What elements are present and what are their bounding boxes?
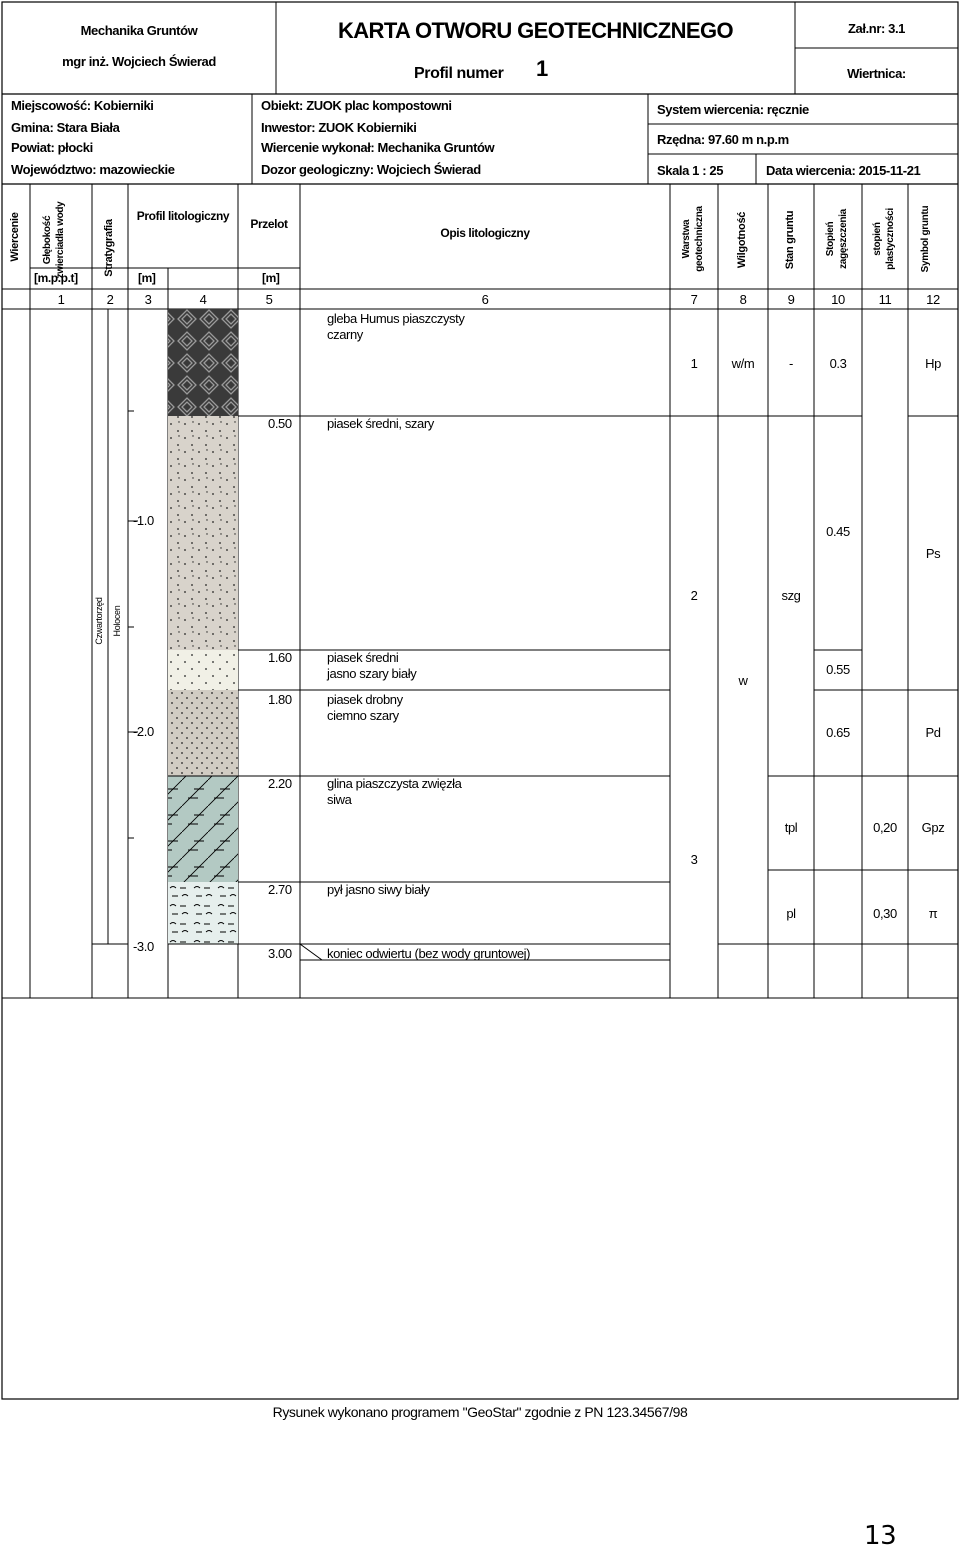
litho-clay [168, 776, 238, 882]
col-number-4: 4 [199, 292, 207, 307]
col-number-3: 3 [144, 292, 152, 307]
geotech-layer: 2 [690, 588, 698, 603]
depth-tick-3: -3.0 [133, 939, 154, 954]
col-header-warstwa-text: Warstwa geotechniczna [681, 206, 705, 272]
col-number-8: 8 [739, 292, 747, 307]
soil-state: pl [786, 906, 796, 921]
layer-description: piasek średni, szary [327, 416, 434, 431]
col-number-12: 12 [926, 292, 940, 307]
layer-depth: 3.00 [268, 946, 292, 961]
litho-humus [168, 309, 238, 416]
compaction-degree: 0.3 [829, 356, 847, 371]
layer-depth: 0.50 [268, 416, 292, 431]
layer-depth: 1.60 [268, 650, 292, 665]
col-header-glebokosc-text: Głębokość zwierciadła wody [42, 201, 66, 279]
info-rzedna: Rzędna: 97.60 m n.p.m [657, 132, 789, 147]
soil-symbol: π [928, 906, 938, 921]
col-header-wilgotnosc: Wilgotność [736, 211, 748, 269]
page-title: KARTA OTWORU GEOTECHNICZNEGO [337, 18, 734, 43]
profile-number: 1 [536, 56, 548, 81]
soil-state: tpl [784, 820, 798, 835]
col-header-symbol-text: Symbol gruntu [920, 205, 931, 273]
col-header-opis: Opis litologiczny [440, 226, 530, 240]
compaction-degree: 0.55 [826, 662, 850, 677]
layer-description: gleba Humus piaszczysty [327, 311, 465, 326]
col-header-profil [128, 208, 238, 225]
col-unit-profil: [m] [138, 271, 156, 285]
col-header-symbol [919, 199, 947, 279]
attachment-number: Zał.nr: 3.1 [847, 21, 905, 36]
layer-depth: 1.80 [268, 692, 292, 707]
info-wojewodztwo: Województwo: mazowieckie [11, 162, 175, 177]
col-number-10: 10 [831, 292, 845, 307]
author-name: mgr inż. Wojciech Świerad [62, 54, 216, 69]
col-header-stratygrafia: Stratygrafia [103, 219, 115, 277]
soil-symbol: Gpz [921, 820, 945, 835]
plasticity-degree: 0,20 [873, 820, 897, 835]
stratigraphy-epoch: Holocen [112, 605, 122, 637]
soil-state: szg [781, 588, 801, 603]
layer-description: czarny [327, 327, 363, 342]
col-number-1: 1 [57, 292, 65, 307]
moisture: w/m [731, 356, 755, 371]
col-header-plastycznosc-text: stopień plastyczności [872, 208, 896, 270]
col-number-7: 7 [690, 292, 698, 307]
compaction-degree: 0.65 [826, 725, 850, 740]
info-dozor: Dozor geologiczny: Wojciech Świerad [261, 162, 481, 177]
layer-depth: 2.20 [268, 776, 292, 791]
soil-symbol: Pd [925, 725, 941, 740]
col-header-wiercenie: Wiercenie [9, 212, 21, 262]
plasticity-degree: 0,30 [873, 906, 897, 921]
litho-sand-grey [168, 416, 238, 650]
footer-note: Rysunek wykonano programem "GeoStar" zgodnie z PN 123.34567/98 [272, 1404, 688, 1420]
rig-label: Wiertnica: [847, 66, 906, 81]
col-unit-przelot: [m] [262, 271, 280, 285]
col-header-warstwa [680, 199, 708, 279]
info-skala: Skala 1 : 25 [657, 163, 724, 178]
info-data: Data wiercenia: 2015-11-21 [766, 163, 921, 178]
soil-symbol: Hp [925, 356, 941, 371]
col-number-11: 11 [878, 292, 892, 307]
litho-sand-dark [168, 690, 238, 776]
col-header-zageszczenie [824, 199, 852, 279]
layer-description: jasno szary biały [327, 666, 417, 681]
col-number-5: 5 [265, 292, 273, 307]
info-powiat: Powiat: płocki [11, 140, 93, 155]
layer-description: piasek średni [327, 650, 399, 665]
geotech-layer: 3 [690, 852, 698, 867]
info-inwestor: Inwestor: ZUOK Kobierniki [261, 120, 417, 135]
geotech-layer: 1 [690, 356, 698, 371]
info-system: System wiercenia: ręcznie [657, 102, 809, 117]
layer-description: koniec odwiertu (bez wody gruntowej) [327, 946, 531, 961]
soil-state: - [789, 356, 793, 371]
depth-tick-2: -2.0 [133, 724, 154, 739]
col-number-6: 6 [481, 292, 489, 307]
info-obiekt: Obiekt: ZUOK plac kompostowni [261, 98, 452, 113]
depth-tick-1: -1.0 [133, 513, 154, 528]
layer-description: piasek drobny [327, 692, 403, 707]
col-number-2: 2 [106, 292, 114, 307]
soil-symbol: Ps [925, 546, 941, 561]
col-unit-mppt: [m.p.p.t] [34, 271, 78, 285]
company-name: Mechanika Gruntów [80, 23, 198, 38]
info-miejscowosc: Miejscowość: Kobierniki [11, 98, 154, 113]
col-header-plastycznosc [871, 199, 899, 279]
moisture: w [738, 673, 748, 688]
profile-label: Profil numer [414, 65, 504, 82]
info-wiercenie: Wiercenie wykonał: Mechanika Gruntów [261, 140, 495, 155]
litho-sand-light [168, 650, 238, 690]
layer-depth: 2.70 [268, 882, 292, 897]
col-header-przelot: Przelot [250, 217, 288, 231]
compaction-degree: 0.45 [826, 524, 850, 539]
layer-description: ciemno szary [327, 708, 399, 723]
layer-description: siwa [327, 792, 352, 807]
layer-description: glina piaszczysta zwięzła [327, 776, 462, 791]
page-number: 13 [864, 1521, 897, 1551]
col-header-profil-text: Profil litologiczny [136, 209, 230, 223]
litho-silt [168, 882, 238, 944]
info-gmina: Gmina: Stara Biała [11, 120, 120, 135]
layer-description: pył jasno siwy biały [327, 882, 430, 897]
stratigraphy-era: Czwartorzęd [94, 597, 104, 645]
col-header-stan: Stan gruntu [784, 210, 796, 270]
col-header-zageszczenie-text: Stopień zagęszczenia [825, 209, 849, 269]
col-header-glebokosc [41, 200, 81, 280]
col-number-9: 9 [787, 292, 795, 307]
